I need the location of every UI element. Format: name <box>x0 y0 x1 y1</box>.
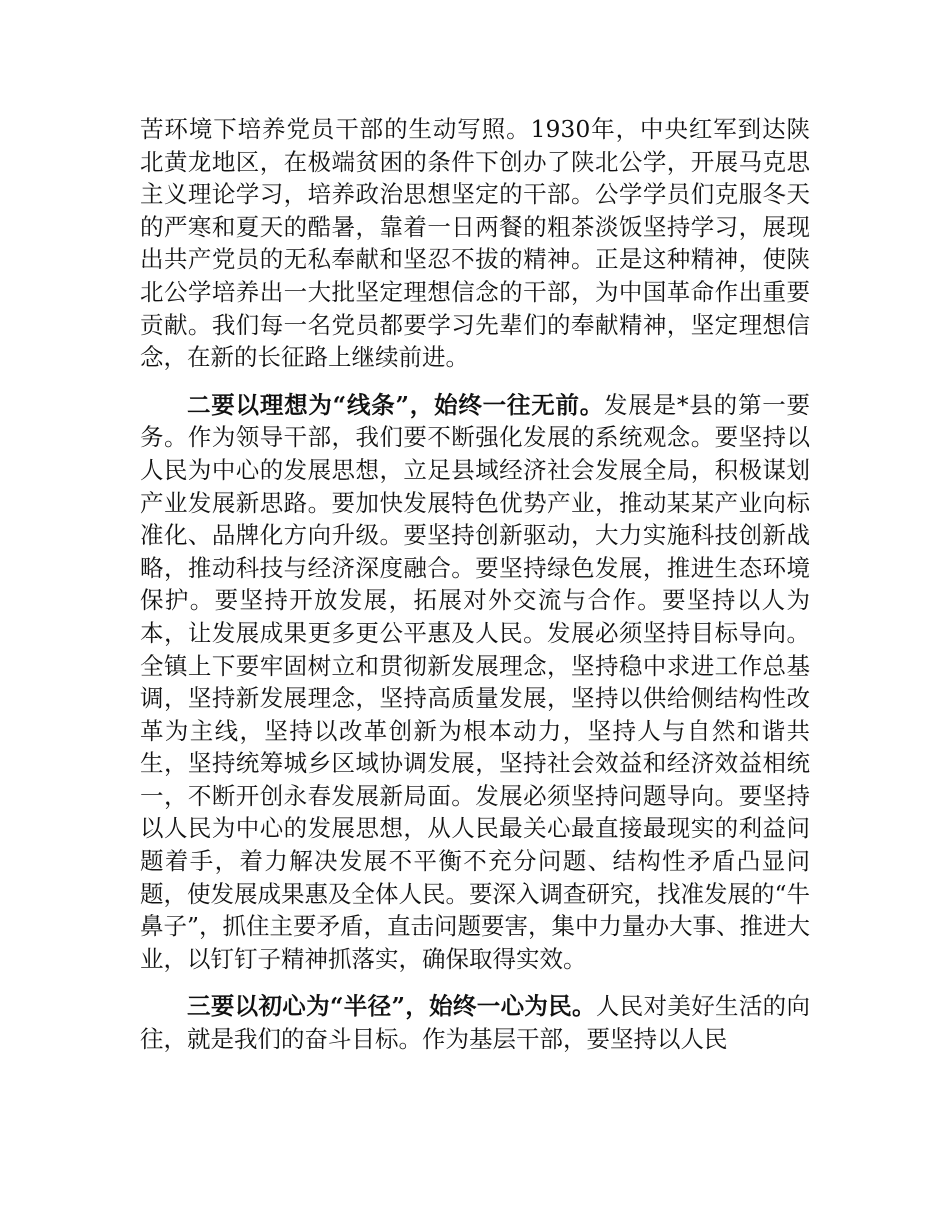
paragraph-3-text: 人民对美好生活的向往，就是我们的奋斗目标。作为基层干部，要坚持以人民 <box>140 992 810 1054</box>
paragraph-3-heading: 三要以初心为“半径”，始终一心为民。 <box>187 992 596 1021</box>
paragraph-2-heading: 二要以理想为“线条”，始终一往无前。 <box>187 390 605 419</box>
paragraph-3 <box>140 990 810 1055</box>
paragraph-1 <box>140 113 810 374</box>
paragraph-1-text: 苦环境下培养党员干部的生动写照。1930年，中央红军到达陕北黄龙地区，在极端贫困的条件下创办了陕北公学，开展马克思主义理论学习，培养政治思想坚定的干部。公学学员们克服冬天的严寒和夏天的酷暑，靠着一日两餐的粗茶淡饭坚持学习，展现出共产党员的无私奉献和坚忍不拔的精神。正是这种精神，使陕北公学培养出一大批坚定理想信念的干部，为中国革命作出重要贡献。我们每一名党员都要学习先辈们的奉献精神，坚定理想信念，在新的长征路上继续前进。 <box>140 115 810 372</box>
paragraph-2 <box>140 389 810 976</box>
paragraph-2-text: 发展是*县的第一要务。作为领导干部，我们要不断强化发展的系统观念。要坚持以人民为中心的发展思想，立足县域经济社会发展全局，积极谋划产业发展新思路。要加快发展特色优势产业，推动某某产业向标准化、品牌化方向升级。要坚持创新驱动，大力实施科技创新战略，推动科技与经济深度融合。要坚持绿色发展，推进生态环境保护。要坚持开放发展，拓展对外交流与合作。要坚持以人为本，让发展成果更多更公平惠及人民。发展必须坚持目标导向。全镇上下要牢固树立和贯彻新发展理念，坚持稳中求进工作总基调，坚持新发展理念，坚持高质量发展，坚持以供给侧结构性改革为主线，坚持以改革创新为根本动力，坚持人与自然和谐共生，坚持统筹城乡区域协调发展，坚持社会效益和经济效益相统一，不断开创永春发展新局面。发展必须坚持问题导向。要坚持以人民为中心的发展思想，从人民最关心最直接最现实的利益问题着手，着力解决发展不平衡不充分问题、结构性矛盾凸显问题，使发展成果惠及全体人民。要深入调查研究，找准发展的“牛鼻子”，抓住主要矛盾，直击问题要害，集中力量办大事、推进大业，以钉钉子精神抓落实，确保取得实效。 <box>140 390 811 973</box>
document-body <box>140 113 810 1071</box>
